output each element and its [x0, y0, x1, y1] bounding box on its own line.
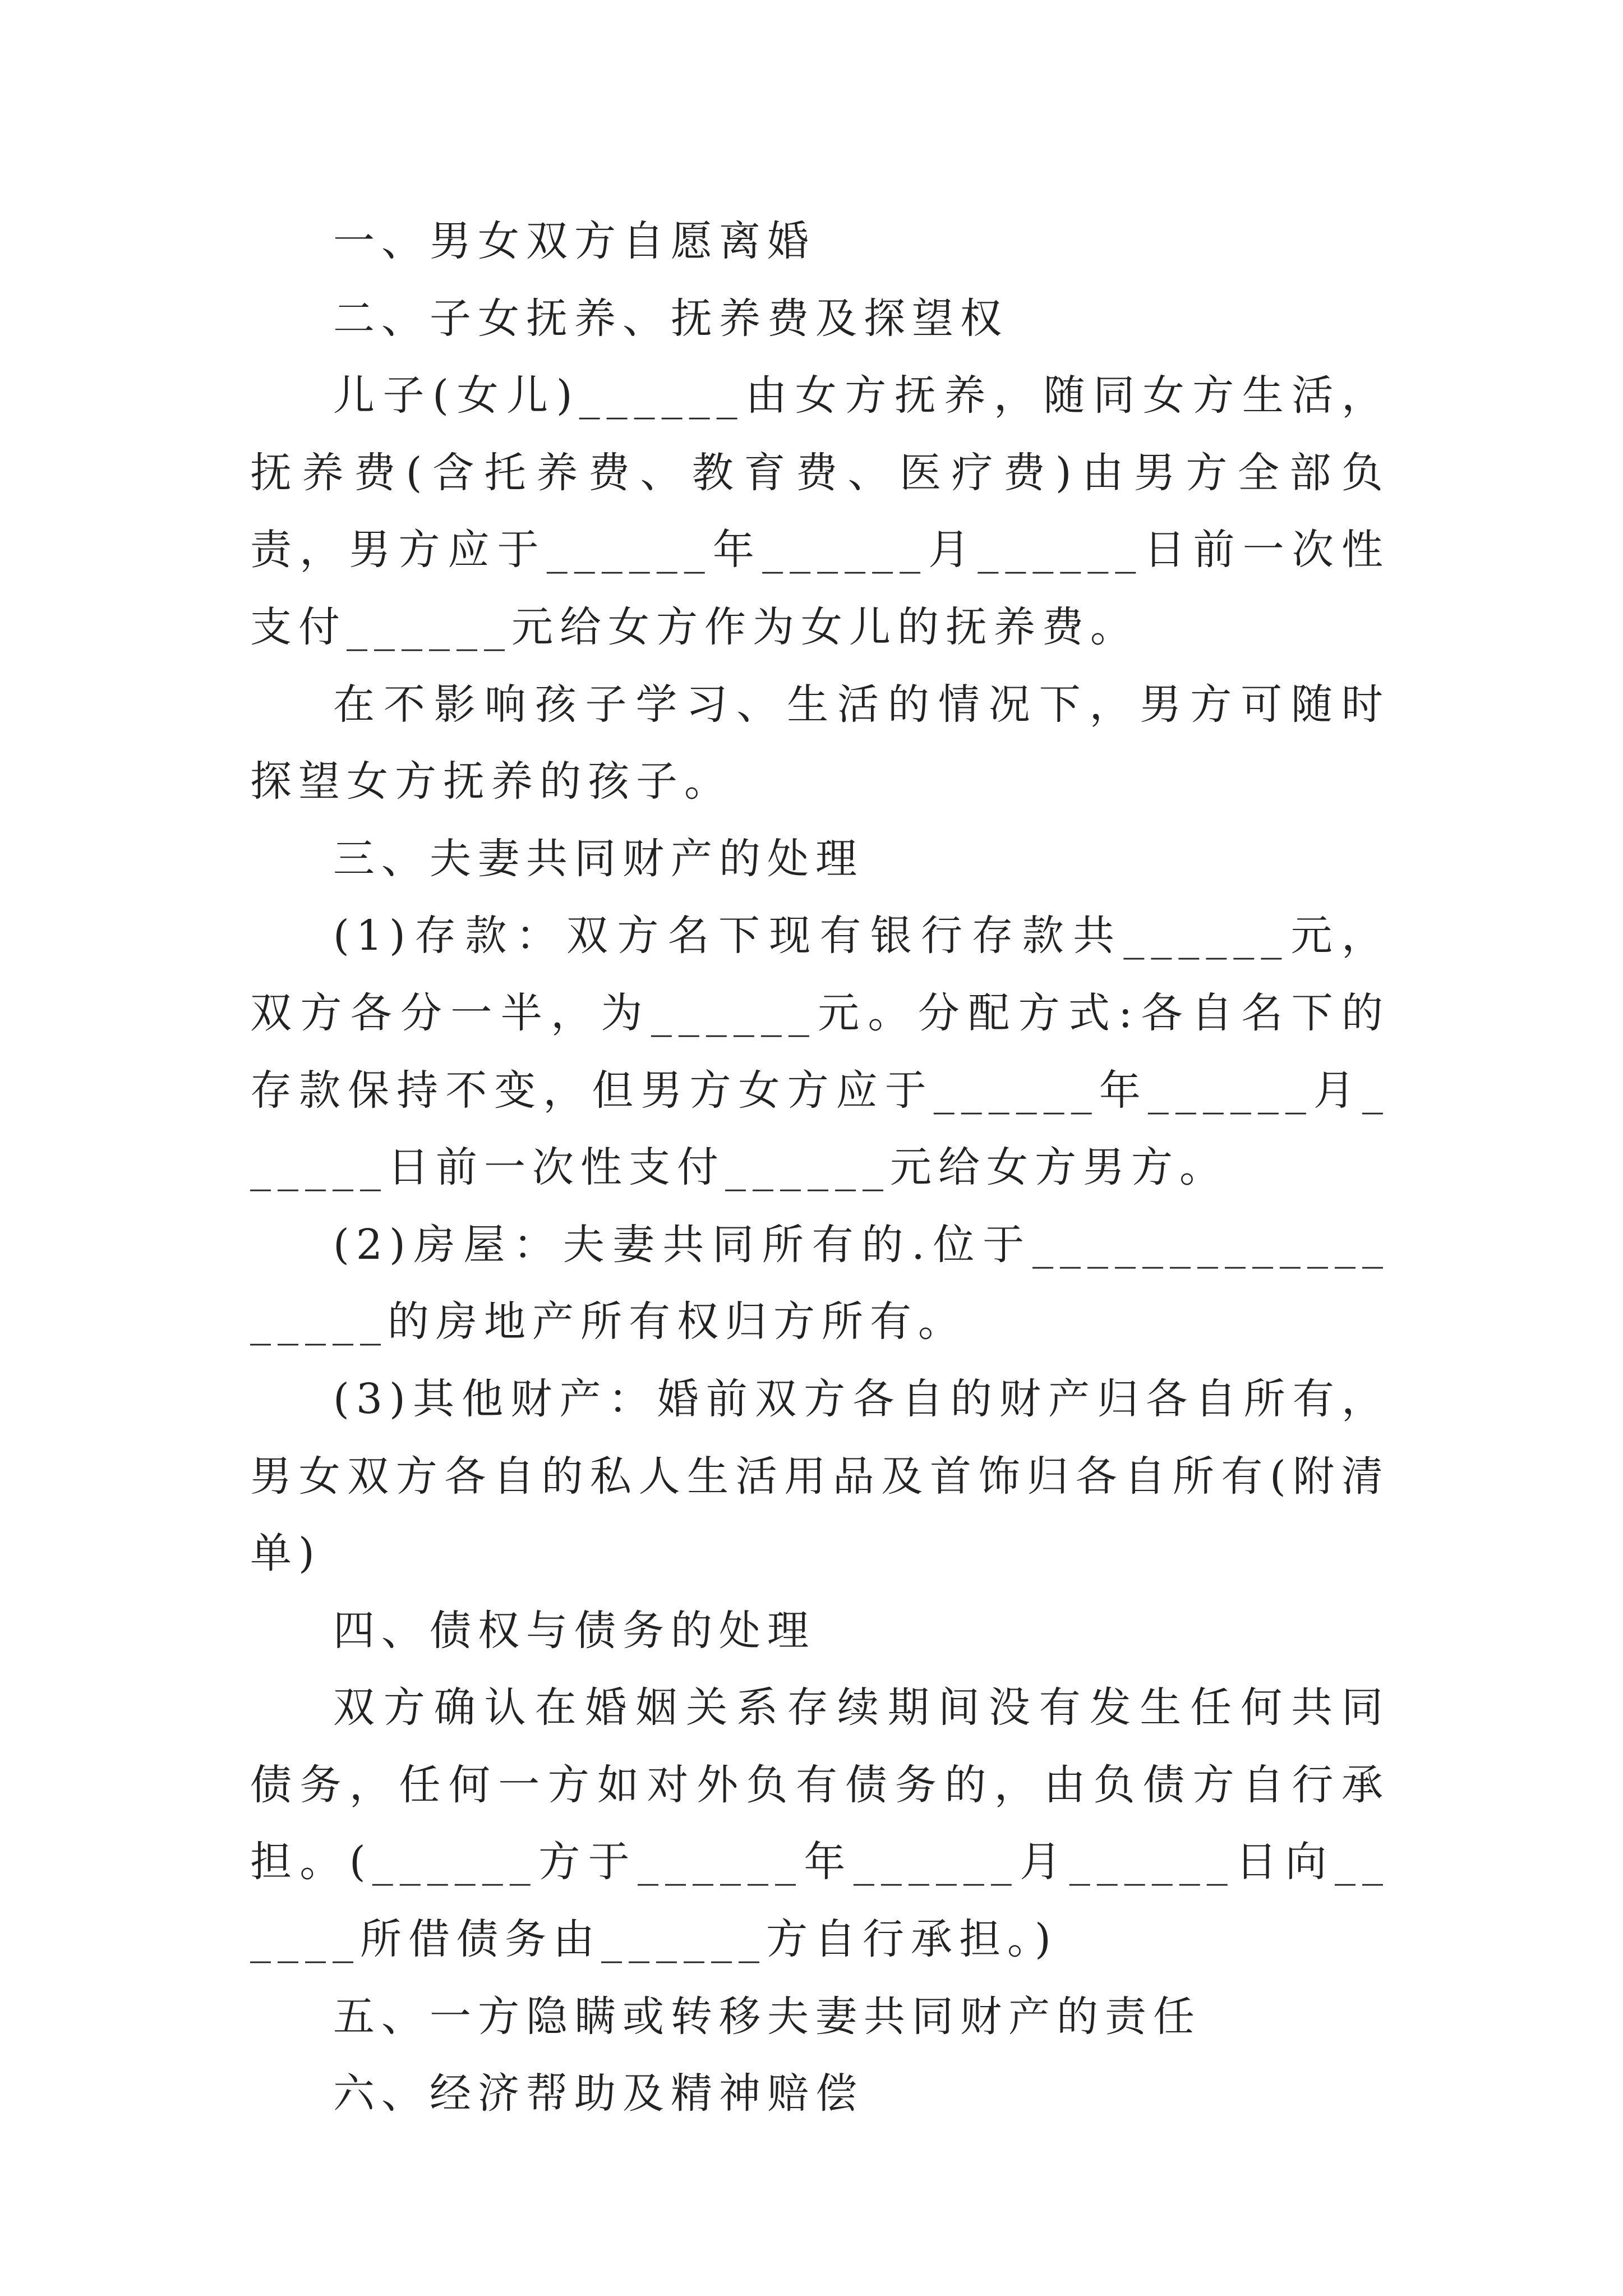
section-heading-2: 二、子女抚养、抚养费及探望权	[333, 294, 1008, 343]
paragraph-deposits: (1)存款：双方名下现有银行存款共______元，双方各分一半，为______元。分配方式:各自名下的存款保持不变，但男方女方应于______年______月______日前一次性支付______元给女方男方。	[250, 912, 1390, 1192]
section-heading-6: 六、经济帮助及精神赔偿	[333, 2069, 864, 2118]
paragraph-other-property: (3)其他财产：婚前双方各自的财产归各自所有，男女双方各自的私人生活用品及首饰归各自所有(附清单)	[250, 1374, 1390, 1578]
paragraph-child-custody: 儿子(女儿)______由女方抚养，随同女方生活，抚养费(含托养费、教育费、医疗费)由男方全部负责，男方应于______年______月______日前一次性支付______元给女方作为女儿的抚养费。	[250, 371, 1390, 651]
section-heading-5: 五、一方隐瞒或转移夫妻共同财产的责任	[333, 1992, 1201, 2041]
section-heading-3: 三、夫妻共同财产的处理	[333, 834, 864, 883]
paragraph-visitation: 在不影响孩子学习、生活的情况下，男方可随时探望女方抚养的孩子。	[250, 680, 1390, 806]
paragraph-debts: 双方确认在婚姻关系存续期间没有发生任何共同债务，任何一方如对外负有债务的，由负债方自行承担。(______方于______年______月______日向______所借债务由______方自行承担。)	[250, 1683, 1390, 1964]
section-heading-1: 一、男女双方自愿离婚	[333, 217, 815, 265]
document-body	[250, 203, 1390, 2133]
paragraph-house: (2)房屋：夫妻共同所有的.位于__________________的房地产所有权归方所有。	[250, 1220, 1390, 1346]
section-heading-4: 四、债权与债务的处理	[333, 1606, 815, 1655]
